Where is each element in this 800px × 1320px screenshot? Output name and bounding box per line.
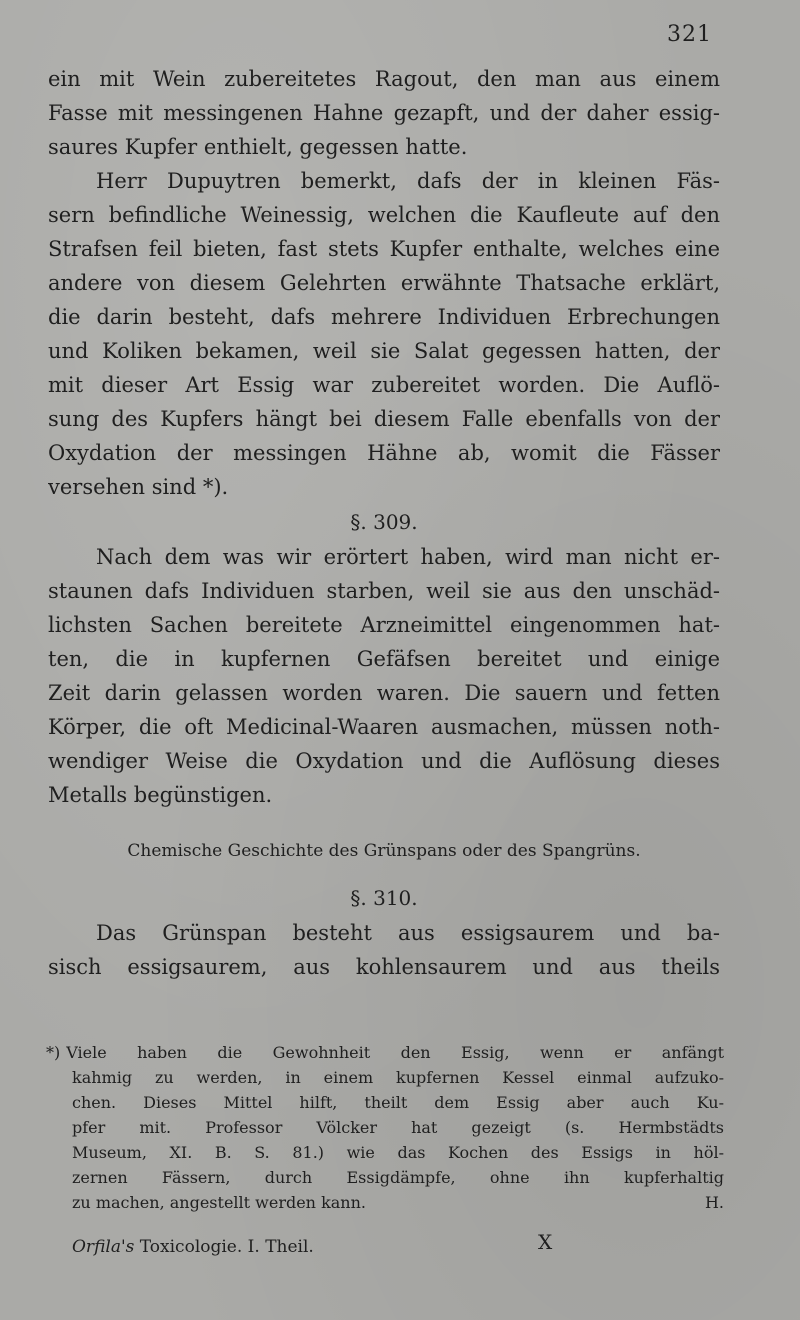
paragraph-dupuytren (48, 164, 720, 504)
text-line: Nach dem was wir erörtert haben, wird man nicht er- (96, 545, 720, 569)
text-line: saures Kupfer enthielt, gegessen hatte. (48, 135, 468, 159)
footnote-line (46, 1040, 724, 1065)
footer-author: Orfila's (72, 1237, 135, 1257)
text-line: mit dieser Art Essig war zubereitet worden. Die Auflö- (48, 373, 720, 397)
text-line: sern befindliche Weinessig, welchen die Kaufleute auf den (48, 203, 720, 227)
footnote-signature: H. (704, 1193, 724, 1212)
spacer (48, 812, 720, 834)
printer-signature-mark: X (538, 1230, 553, 1254)
chapter-heading: Chemische Geschichte des Grünspans oder des Spangrüns. (127, 841, 641, 861)
footer-title: Toxicologie. I. Theil. (139, 1237, 314, 1257)
text-line: ten, die in kupfernen Gefäfsen bereitet und einige (48, 647, 720, 671)
text-line: Herr Dupuytren bemerkt, dafs der in kleinen Fäs- (96, 169, 720, 193)
footnote-line: kahmig zu werden, in einem kupfernen Kessel einmal aufzuko- (72, 1068, 724, 1087)
text-line: die darin besteht, dafs mehrere Individuen Erbrechungen (48, 305, 720, 329)
paragraph-continuation (48, 62, 720, 164)
text-line: staunen dafs Individuen starben, weil sie aus den unschäd- (48, 579, 720, 603)
text-line: Oxydation der messingen Hähne ab, womit die Fässer (48, 441, 720, 465)
paragraph-310 (48, 916, 720, 984)
footnote-text: Viele haben die Gewohnheit den Essig, wenn er anfängt (66, 1043, 724, 1062)
text-line: Metalls begünstigen. (48, 783, 273, 807)
page-number: 321 (667, 22, 712, 47)
paragraph-309 (48, 540, 720, 812)
text-line: Strafsen feil bieten, fast stets Kupfer enthalte, welches eine (48, 237, 720, 261)
footnote-line: Museum, XI. B. S. 81.) wie das Kochen des Essigs in höl- (72, 1143, 724, 1162)
text-line: sisch essigsaurem, aus kohlensaurem und aus theils (48, 955, 720, 979)
footnote-marker: *) (46, 1043, 61, 1062)
text-line: andere von diesem Gelehrten erwähnte Thatsache erklärt, (48, 271, 720, 295)
text-line: Fasse mit messingenen Hahne gezapft, und der daher essig- (48, 101, 720, 125)
text-line: ein mit Wein zubereitetes Ragout, den man aus einem (48, 67, 720, 91)
footnote-line (72, 1190, 724, 1215)
text-line: versehen sind *). (48, 475, 229, 499)
text-line: wendiger Weise die Oxydation und die Auflösung dieses (48, 749, 720, 773)
spacer (48, 868, 720, 880)
footnote (46, 1040, 724, 1215)
footnote-line: zernen Fässern, durch Essigdämpfe, ohne ihn kupferhaltig (72, 1168, 724, 1187)
section-309-mark: §. 309. (350, 510, 418, 534)
text-line: lichsten Sachen bereitete Arzneimittel eingenommen hat- (48, 613, 720, 637)
page-footer (72, 1232, 572, 1262)
text-line: sung des Kupfers hängt bei diesem Falle ebenfalls von der (48, 407, 720, 431)
footnote-text: zu machen, angestellt werden kann. (72, 1193, 366, 1212)
footnote-line: chen. Dieses Mittel hilft, theilt dem Essig aber auch Ku- (72, 1093, 724, 1112)
text-line: Das Grünspan besteht aus essigsaurem und ba- (96, 921, 720, 945)
text-line: Körper, die oft Medicinal-Waaren ausmachen, müssen noth- (48, 715, 720, 739)
text-line: und Koliken bekamen, weil sie Salat gegessen hatten, der (48, 339, 720, 363)
footnote-line: pfer mit. Professor Völcker hat gezeigt (s. Hermbstädts (72, 1118, 724, 1137)
text-line: Zeit darin gelassen worden waren. Die sauern und fetten (48, 681, 720, 705)
section-310-mark: §. 310. (350, 886, 418, 910)
main-text (48, 62, 720, 984)
